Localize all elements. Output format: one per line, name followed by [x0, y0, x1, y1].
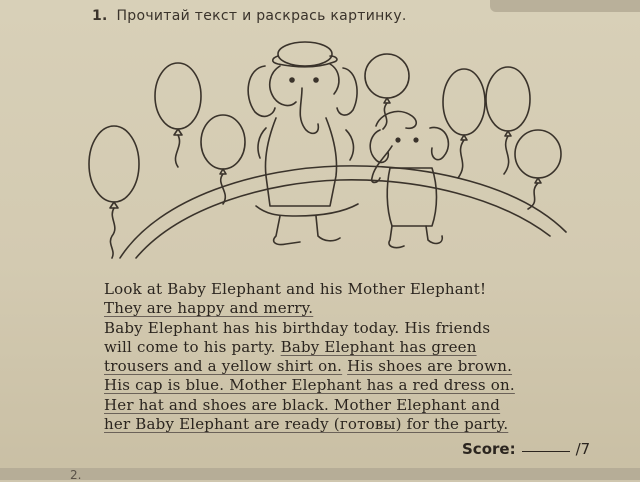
- text-segment: Baby Elephant has his birthday today. His friends: [104, 318, 491, 337]
- baby-elephant: [370, 111, 448, 247]
- text-line: [104, 396, 614, 415]
- score-field: [462, 440, 590, 458]
- mother-elephant: [248, 42, 358, 245]
- balloon-left-top: [155, 63, 201, 167]
- reading-text: [104, 280, 614, 434]
- score-label: Score:: [462, 440, 516, 458]
- text-segment-underlined: her Baby Elephant are ready (готовы) for the party.: [104, 415, 509, 434]
- text-line: [104, 299, 614, 318]
- next-task-number: 2.: [70, 468, 82, 482]
- balloon-left-big: [89, 126, 139, 258]
- score-total: /7: [575, 440, 591, 458]
- balloon-left-small: [201, 115, 245, 204]
- circus-ring: [120, 166, 566, 258]
- text-segment-underlined: trousers and a yellow shirt on.: [104, 357, 343, 376]
- page-bottom-edge: [0, 468, 640, 480]
- text-line: [104, 376, 614, 395]
- text-segment-underlined: Baby Elephant has green: [280, 337, 477, 356]
- page-top-edge: [490, 0, 640, 12]
- elephants-illustration: [80, 36, 580, 266]
- text-segment-underlined: His cap is blue. Mother Elephant has a red dress on.: [104, 376, 515, 395]
- text-segment-underlined: His shoes are brown.: [347, 357, 513, 376]
- text-line: [104, 280, 614, 299]
- score-blank[interactable]: [522, 451, 570, 452]
- balloon-right-1: [443, 69, 485, 178]
- balloon-right-3: [515, 130, 561, 209]
- text-line: [104, 319, 614, 338]
- balloon-center: [365, 54, 409, 129]
- text-segment-underlined: Her hat and shoes are black. Mother Elephant and: [104, 395, 501, 414]
- task-title: [92, 8, 407, 24]
- text-segment: will come to his party.: [104, 337, 281, 356]
- balloon-right-2: [486, 67, 530, 174]
- text-segment: Look at Baby Elephant and his Mother Elephant!: [104, 280, 487, 298]
- text-line: [104, 415, 614, 434]
- text-line: [104, 338, 614, 357]
- task-instruction: Прочитай текст и раскрась картинку.: [116, 8, 407, 24]
- text-segment-underlined: They are happy and merry.: [104, 299, 314, 318]
- text-line: [104, 357, 614, 376]
- task-number: 1.: [92, 8, 108, 24]
